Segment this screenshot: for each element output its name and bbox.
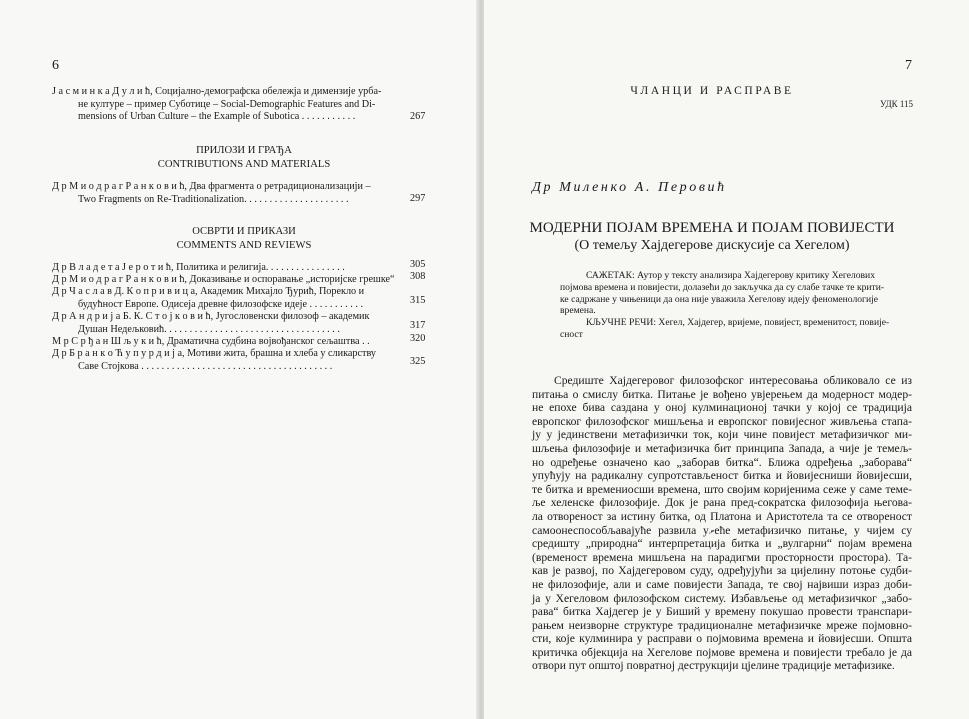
toc-entry-line: будућност Европе. Одисеја древне филозофске идеје . . . . . . . . . . . — [78, 298, 363, 310]
toc-page-ref: 325 — [410, 356, 426, 367]
section-heading — [52, 225, 436, 253]
abstract-line: времена. — [560, 305, 596, 317]
toc-entry-line: Саве Стојкова . . . . . . . . . . . . . . . . . . . . . . . . . . . . . . . . . . . . . . — [78, 360, 333, 372]
keywords-line: сност — [560, 328, 583, 340]
body-line: сти, које кулминира у расправи о појмовима времена и йовијесши. Општа — [532, 632, 912, 646]
toc-entry-line: Д р М и о д р а г Р а н к о в и ћ, Два фрагмента о ретрадиционализацији – — [52, 181, 371, 192]
abstract — [560, 270, 912, 341]
body-line: шљења филозофије и метафизичка бит принципа Запада, а чије је темељ- — [532, 441, 912, 455]
article-title: МОДЕРНИ ПОЈАМ ВРЕМЕНА И ПОЈАМ ПОВИЈЕСТИ — [529, 220, 895, 236]
abstract-line: САЖЕТАК: Аутор у тексту анализира Хајдегерову критику Хегелових — [586, 270, 875, 281]
left-page-number: 6 — [52, 58, 59, 73]
body-line: кав је развој, по Хајдегеровом суду, одређујући за цијелину потоње судби- — [532, 564, 912, 578]
toc-entry-line: Душан Недељковић. . . . . . . . . . . . . . . . . . . . . . . . . . . . . . . . . . . — [78, 323, 340, 335]
toc-page-ref: 317 — [410, 320, 426, 331]
toc-page-ref: 320 — [410, 333, 426, 344]
body-line: средишту „природна“ интерпретација битка и „вулгарни“ појам времена — [532, 537, 912, 551]
section-heading — [52, 144, 436, 172]
body-line: отвори пут општој повратној деструкцији цјелине традиције метафизике. — [532, 659, 895, 673]
body-line: ју у јединствени метафизички ток, који чине повијест метафизичког ми- — [532, 428, 912, 442]
toc-entry-line: Д р В л а д е т а Ј е р о т и ћ, Политика и религија. . . . . . . . . . . . . . . . — [52, 262, 345, 273]
toc-entry — [52, 274, 436, 287]
body-line: упућују на радикалну супротстављеност битка и йовијесниши йовијесши, — [532, 469, 912, 483]
body-line: самоонеспособљавајуће развила уވеће метафизичко питање, у чијем су — [532, 523, 913, 537]
toc-page-ref: 308 — [410, 271, 426, 282]
section-title-en: COMMENTS AND REVIEWS — [176, 240, 312, 251]
body-line: те битка и времениосши времена, што својим коријенима сеже у саме теме- — [532, 482, 912, 496]
toc-entry-line: М р С р ђ а н Ш љ у к и ћ, Драматична судбина војвођанског сељаштва . . — [52, 336, 370, 347]
body-line: питања о смислу битка. Питање је вођено увјерењем да модерност модер- — [532, 387, 912, 401]
body-line: но одређење означено као „заборав битка“. Ближа одређења „заборава“ — [532, 455, 912, 469]
body-line: не филозофије, али и саме повијести Запада, те свој највиши израз доби- — [532, 577, 912, 591]
journal-rubric: ЧЛАНЦИ И РАСПРАВЕ — [630, 85, 794, 97]
section-title-sr: ПРИЛОЗИ И ГРАЂА — [196, 145, 292, 156]
toc-entry — [52, 311, 436, 336]
body-line: критичка објекција на Хегелове појмове времена и повијести требало је да — [532, 645, 912, 659]
toc-page-ref: 267 — [410, 111, 426, 122]
body-line: европског филозофског мишљења и европског повијесног живљења стапа- — [532, 414, 912, 428]
toc-entry — [52, 348, 436, 373]
right-page-number: 7 — [905, 58, 912, 73]
body-line: не епохе бива саздана у оној кулминационој тачки у којој се традиција — [532, 401, 912, 415]
toc-entry — [52, 286, 436, 311]
body-line: ље хеленске филозофије. Док је рана пред-сократска филозофија његова- — [532, 496, 912, 510]
toc-entry-line: не културе – пример Суботице – Social-Demographic Features and Di- — [78, 98, 376, 110]
toc-entry-line: Д р А н д р и ј а Б. К. С т о ј к о в и ћ, Југословенски филозоф – академик — [52, 311, 370, 322]
toc-entry — [52, 181, 436, 206]
article-body — [532, 374, 912, 673]
toc-entry-line: Ј а с м и н к а Д у л и ћ, Социјално-демографска обележја и димензије урба- — [52, 86, 382, 97]
article-subtitle: (О темељу Хајдегерове дискусије са Хегелом) — [574, 238, 850, 253]
toc-page-ref: 305 — [410, 259, 426, 270]
left-page — [0, 0, 478, 719]
article-author: Др Миленко А. Перовић — [532, 180, 727, 195]
abstract-line: ке садржане у чињеници да она није уважила Хегелову идеју феноменологије — [560, 293, 879, 305]
body-line: рањем неизворне структуре традиционалне метафизичке мреже појмовно- — [532, 618, 912, 632]
toc-entry-line: mensions of Urban Culture – the Example of Subotica . . . . . . . . . . . — [78, 111, 356, 123]
udk-code: УДК 115 — [880, 99, 914, 109]
body-line: Средиште Хајдегеровог филозофског интересовања обликовало се из — [554, 374, 912, 387]
toc-entry-line: Two Fragments on Re-Traditionalization. . . . . . . . . . . . . . . . . . . . . — [78, 193, 349, 205]
toc-entry — [52, 262, 436, 275]
abstract-line: појмова времена и повијести, долазећи до закључка да су слабе тачке те крити- — [560, 281, 885, 293]
body-line: (временост времена мишљена на парадигми просторности простора). Та- — [532, 550, 912, 564]
article-title-block — [512, 219, 912, 255]
toc-entry-line: Д р М и о д р а г Р а н к о в и ћ, Доказивање и оспоравање „историјске грешке“ — [52, 274, 395, 285]
body-line: рава“ битка Хајдегер је у Биший у времену покушао провести транспари- — [532, 605, 912, 619]
toc-page-ref: 297 — [410, 193, 426, 204]
body-line: ла отвореност за истину битка, од Платона и Аристотела та се отвореност — [532, 509, 912, 523]
toc-entry-line: Д р Ч а с л а в Д. К о п р и в и ц а, Академик Михајло Ђурић, Порекло и — [52, 286, 365, 297]
toc-entry — [52, 336, 436, 349]
toc-entry-line: Д р Б р а н к о Ћ у п у р д и ј а, Мотиви жита, брашна и хлеба у сликарству — [52, 348, 377, 359]
body-line: ја у Хегеловом филозофском систему. Избављење од метафизичког „забо- — [532, 591, 912, 605]
keywords-line: КЉУЧНЕ РЕЧИ: Хегел, Хајдегер, вријеме, повијест, временитост, повије- — [586, 317, 890, 329]
toc-entry — [52, 86, 436, 124]
section-title-en: CONTRIBUTIONS AND MATERIALS — [157, 159, 331, 170]
section-title-sr: ОСВРТИ И ПРИКАЗИ — [192, 226, 296, 237]
toc-page-ref: 315 — [410, 295, 426, 306]
